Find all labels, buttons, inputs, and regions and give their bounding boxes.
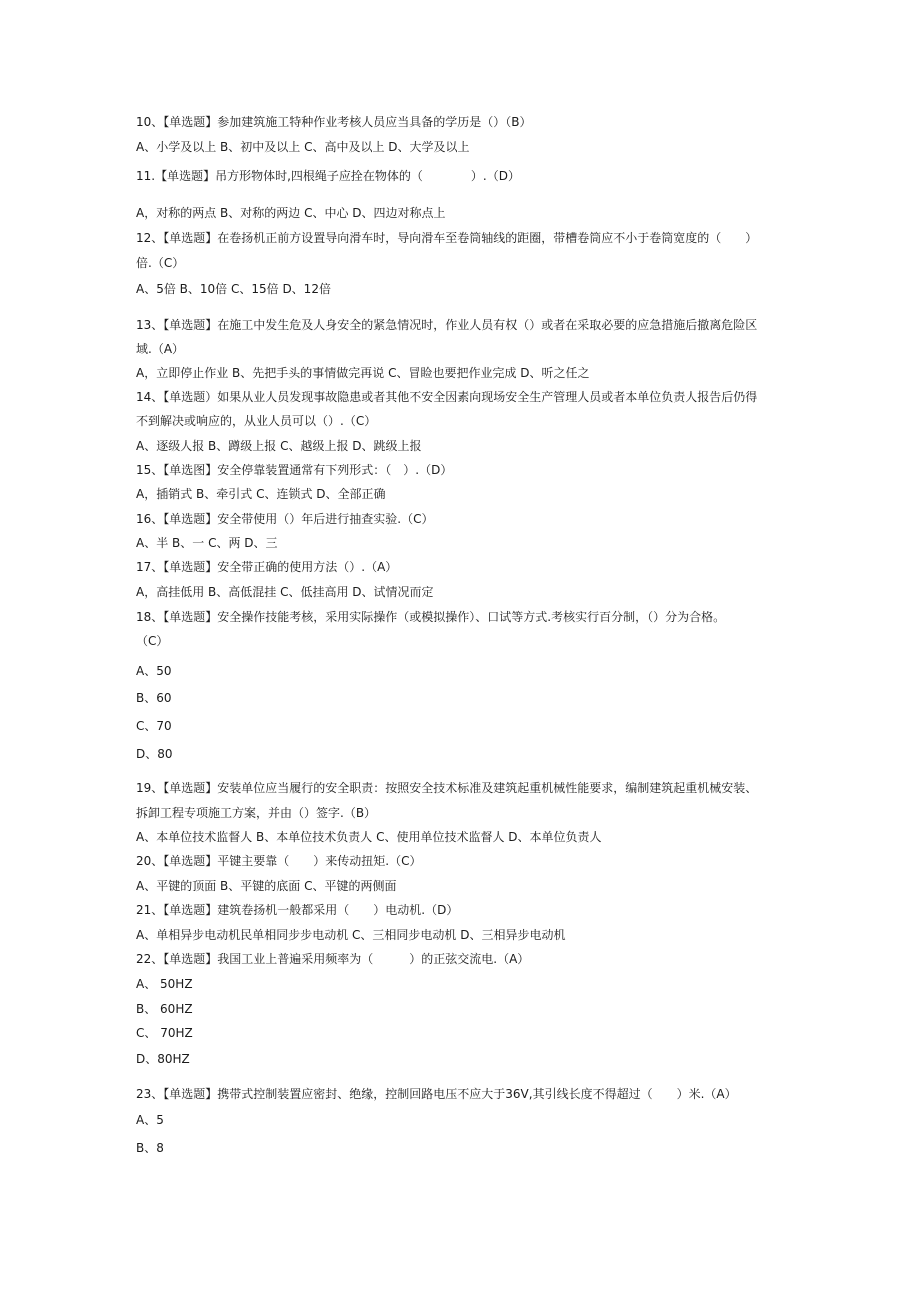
question-17: 17、【单选题】安全带正确的使用方法（）.（A）	[136, 560, 398, 574]
question-21: 21、【单选题】建筑卷扬机一般都采用（ ）电动机.（D）	[136, 903, 459, 917]
question-12-line-2: 倍.（C）	[136, 256, 185, 270]
question-19-options: A、本单位技术监督人 B、本单位技术负责人 C、使用单位技术监督人 D、本单位负责人	[136, 830, 602, 844]
question-19-line-2: 拆卸工程专项施工方案，并由（）签字.（B）	[136, 806, 377, 820]
question-18-option-c: C、70	[136, 719, 172, 733]
question-18-line-1: 18、【单选题】安全操作技能考核，采用实际操作（或模拟操作）、口试等方式.考核实行百分制，（）分为合格。	[136, 610, 726, 624]
question-21-options: A、单相异步电动机民单相同步步电动机 C、三相同步电动机 D、三相异步电动机	[136, 928, 566, 942]
question-23: 23、【单选题】携带式控制装置应密封、绝缘，控制回路电压不应大于36V,其引线长度不得超过（ ）米.（A）	[136, 1087, 737, 1101]
question-20-options: A、平键的顶面 B、平键的底面 C、平键的两侧面	[136, 879, 397, 893]
question-18-line-2: （C）	[136, 634, 169, 648]
question-23-option-a: A、5	[136, 1113, 164, 1127]
question-12-options: A、5倍 B、10倍 C、15倍 D、12倍	[136, 282, 331, 296]
question-16-options: A、半 B、一 C、两 D、三	[136, 536, 278, 550]
question-19-line-1: 19、【单选题】安装单位应当履行的安全职责：按照安全技术标准及建筑起重机械性能要求，编制建筑起重机械安装、	[136, 781, 758, 795]
question-18-option-d: D、80	[136, 747, 173, 761]
question-14-line-2: 不到解决或响应的，从业人员可以（）.（C）	[136, 414, 377, 428]
question-15-options: A，插销式 B、牵引式 C、连锁式 D、全部正确	[136, 487, 386, 501]
question-14-line-1: 14、【单选题）如果从业人员发现事故隐患或者其他不安全因素向现场安全生产管理人员或者本单位负责人报告后仍得	[136, 390, 758, 404]
question-14-options: A、逐级人报 B、蹲级上报 C、越级上报 D、跳级上报	[136, 439, 422, 453]
question-13-line-1: 13、【单选题】在施工中发生危及人身安全的紧急情况时，作业人员有权（）或者在采取必要的应急措施后撤离危险区	[136, 318, 758, 332]
question-22-option-a: A、 50HZ	[136, 977, 193, 991]
question-11-options: A，对称的两点 B、对称的两边 C、中心 D、四边对称点上	[136, 206, 446, 220]
question-10-options: A、小学及以上 B、初中及以上 C、高中及以上 D、大学及以上	[136, 140, 470, 154]
question-17-options: A，高挂低用 B、高低混挂 C、低挂高用 D、试情况而定	[136, 585, 434, 599]
question-22-option-b: B、 60HZ	[136, 1002, 193, 1016]
question-23-option-b: B、8	[136, 1141, 164, 1155]
question-22-option-c: C、 70HZ	[136, 1026, 193, 1040]
question-12-line-1: 12、【单选题】在卷扬机正前方设置导向滑车时，导向滑车至卷筒轴线的距圈，带槽卷筒应不小于卷筒宽度的（ ）	[136, 231, 758, 245]
question-22: 22、【单选题】我国工业上普遍采用频率为（ ）的正弦交流电.（A）	[136, 952, 530, 966]
question-15: 15、【单选图】安全停靠装置通常有下列形式：（ ）.（D）	[136, 463, 453, 477]
question-11: 11.【单选题】吊方形物体时,四根绳子应拴在物体的（ ）.（D）	[136, 169, 520, 183]
question-10: 10、【单选题】参加建筑施工特种作业考核人员应当具备的学历是（）（B）	[136, 115, 532, 129]
question-16: 16、【单选题】安全带使用（）年后进行抽查实验.（C）	[136, 512, 434, 526]
question-13-options: A，立即停止作业 B、先把手头的事情做完再说 C、冒睑也要把作业完成 D、听之任之	[136, 366, 590, 380]
question-18-option-b: B、60	[136, 691, 172, 705]
question-22-option-d: D、80HZ	[136, 1052, 190, 1066]
question-20: 20、【单选题】平键主要靠（ ）来传动扭矩.（C）	[136, 854, 422, 868]
question-18-option-a: A、50	[136, 664, 172, 678]
question-13-line-2: 域.（A）	[136, 342, 185, 356]
